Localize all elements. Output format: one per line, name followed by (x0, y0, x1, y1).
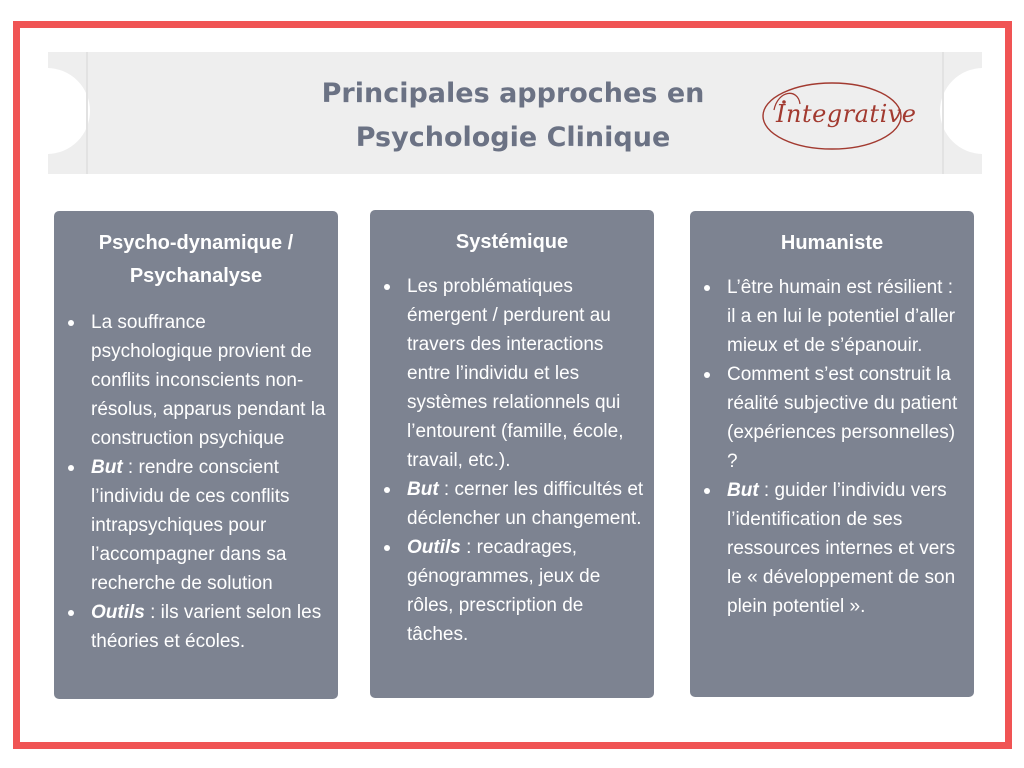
bullet-item (690, 360, 974, 476)
card-title-line1: Systémique (455, 231, 569, 253)
integrative-logo (760, 80, 917, 152)
bullet-dot-icon (68, 320, 74, 326)
bullet-text: : recadrages, génogrammes, jeux de rôles, prescription de tâches. (407, 537, 601, 645)
bullet-dot-icon (384, 545, 390, 551)
bullet-lead: But (727, 480, 759, 501)
page-title-line2: Psychologie Clinique (355, 122, 671, 153)
bullet-lead: But (91, 457, 123, 478)
bullet-item (690, 476, 974, 621)
bullet-item (370, 272, 654, 475)
bullet-dot-icon (704, 372, 710, 378)
bullet-list (54, 308, 338, 656)
bullet-text: La souffrance psychologique provient de conflits inconscients non-résolus, apparus pendant la construction psychique (91, 312, 326, 449)
bullet-text: Les problématiques émergent / perdurent au travers des interactions entre l’individu et les systèmes relationnels qui l’entourent (famille, école, travail, etc.). (407, 276, 624, 471)
page-title-line1: Principales approches en (321, 78, 705, 109)
bullet-dot-icon (384, 487, 390, 493)
bullet-text: Comment s’est construit la réalité subjective du patient (expériences personnelles) ? (727, 364, 958, 472)
bullet-dot-icon (704, 488, 710, 494)
bullet-item (690, 273, 974, 360)
page-title (258, 72, 768, 160)
card-humaniste (690, 211, 974, 697)
bullet-text: : guider l’individu vers l’identification de ses ressources internes et vers le « développement de son plein potentiel ». (727, 480, 956, 617)
card-title (54, 211, 338, 293)
bullet-item (54, 598, 338, 656)
bullet-dot-icon (384, 284, 390, 290)
bullet-item (370, 533, 654, 649)
card-title (690, 211, 974, 260)
card-title-line1: Psycho-dynamique / (98, 232, 294, 254)
bullet-lead: But (407, 479, 439, 500)
banner-left-divider (86, 52, 88, 174)
bullet-text: : ils varient selon les théories et écoles. (91, 602, 322, 652)
logo-text: Integrative (776, 100, 917, 128)
banner-right-divider (942, 52, 944, 174)
card-title (370, 210, 654, 259)
header-banner (48, 52, 982, 174)
bullet-text: L’être humain est résilient : il a en lui le potentiel d’aller mieux et de s’épanouir. (727, 277, 956, 356)
card-title-line2: Psychanalyse (129, 265, 263, 287)
bullet-list (370, 272, 654, 649)
bullet-lead: Outils (91, 602, 145, 623)
bullet-item (370, 475, 654, 533)
banner-right-notch (940, 68, 982, 154)
bullet-item (54, 308, 338, 453)
bullet-dot-icon (68, 465, 74, 471)
bullet-lead: Outils (407, 537, 461, 558)
bullet-list (690, 273, 974, 621)
card-title-line1: Humaniste (780, 232, 884, 254)
bullet-dot-icon (704, 285, 710, 291)
bullet-dot-icon (68, 610, 74, 616)
card-systemique (370, 210, 654, 698)
bullet-text: : rendre conscient l’individu de ces conflits intrapsychiques pour l’accompagner dans sa recherche de solution (91, 457, 290, 594)
banner-left-notch (48, 68, 90, 154)
bullet-text: : cerner les difficultés et déclencher un changement. (407, 479, 644, 529)
bullet-item (54, 453, 338, 598)
card-psychodynamique (54, 211, 338, 699)
